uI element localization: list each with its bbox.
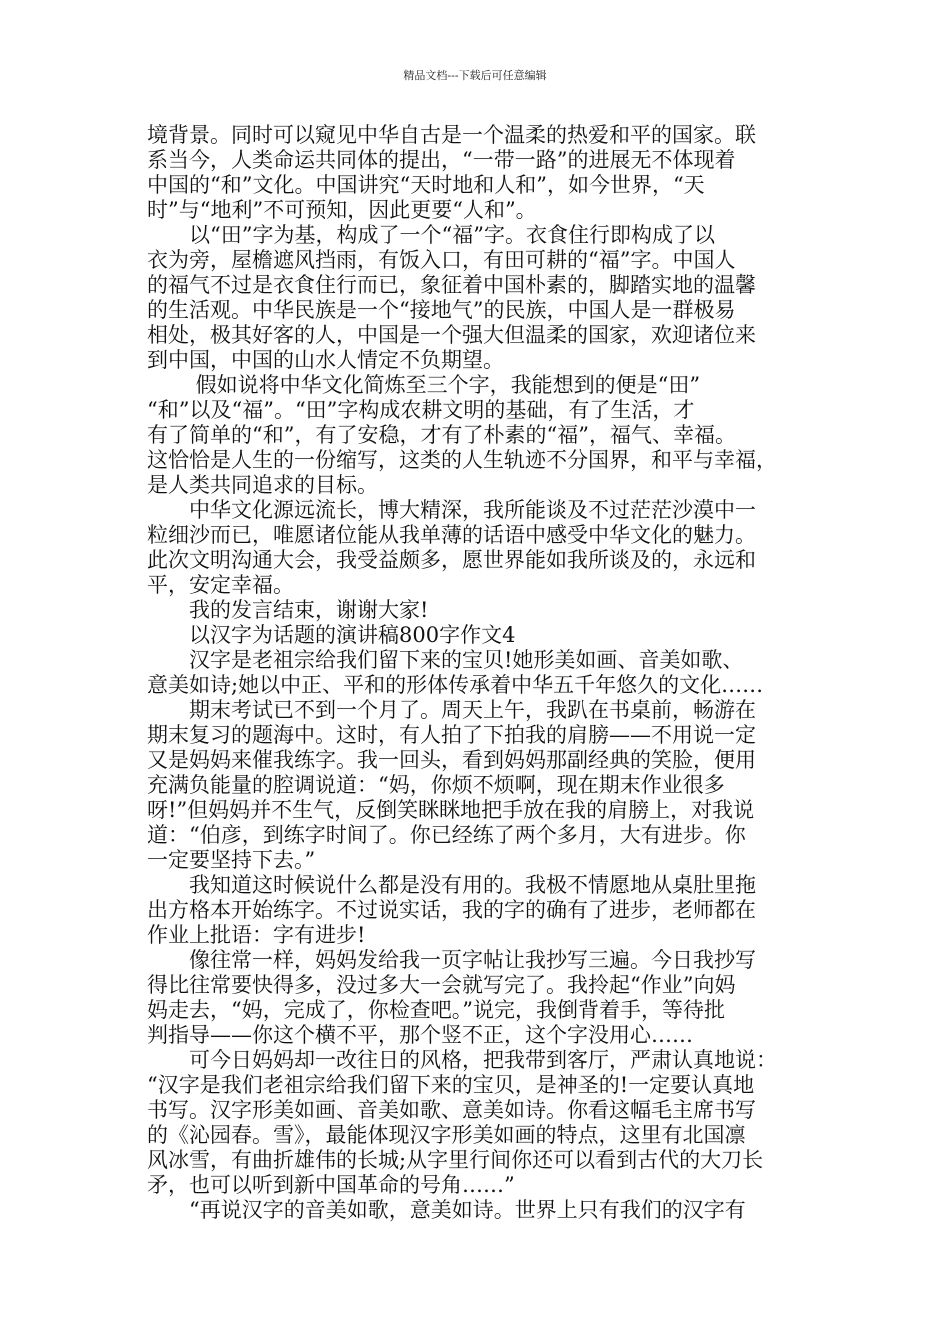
text-line: 道：“伯彦，到练字时间了。你已经练了两个多月，大有进步。你 (147, 823, 746, 847)
text-line: 的生活观。中华民族是一个“接地气”的民族，中国人是一群极易 (147, 298, 736, 322)
text-line: 意美如诗;她以中正、平和的形体传承着中华五千年悠久的文化…… (147, 673, 764, 697)
text-line: 得比往常要快得多，没过多大一会就写完了。我拎起“作业”向妈 (147, 973, 736, 997)
text-line: 充满负能量的腔调说道：“妈，你烦不烦啊，现在期末作业很多 (147, 773, 725, 797)
text-line: 呀!”但妈妈并不生气，反倒笑眯眯地把手放在我的肩膀上，对我说 (147, 798, 755, 822)
text-line: 到中国，中国的山水人情定不负期望。 (147, 348, 504, 372)
text-line: 以汉字为话题的演讲稿800字作文4 (147, 623, 516, 647)
text-line: 的福气不过是衣食住行而已，象征着中国朴素的，脚踏实地的温馨 (147, 273, 756, 297)
text-line: 作业上批语：字有进步! (147, 923, 366, 947)
text-line: 中国的“和”文化。中国讲究“天时地和人和”，如今世界，“天 (147, 173, 705, 197)
text-line: 时”与“地利”不可预知，因此更要“人和”。 (147, 198, 537, 222)
text-line: 我的发言结束，谢谢大家! (147, 598, 429, 622)
text-line: 是人类共同追求的目标。 (147, 473, 378, 497)
text-line: 矛，也可以听到新中国革命的号角……” (147, 1173, 515, 1197)
text-line: 判指导——你这个横不平，那个竖不正，这个字没用心…… (147, 1023, 693, 1047)
text-line: 像往常一样，妈妈发给我一页字帖让我抄写三遍。今日我抄写 (147, 948, 756, 972)
text-line: 衣为旁，屋檐遮风挡雨，有饭入口，有田可耕的“福”字。中国人 (147, 248, 736, 272)
text-line: 此次文明沟通大会，我受益颇多，愿世界能如我所谈及的，永远和 (147, 548, 756, 572)
text-line: 妈走去，“妈，完成了，你检查吧。”说完，我倒背着手，等待批 (147, 998, 725, 1022)
text-line: 中华文化源远流长，博大精深，我所能谈及不过茫茫沙漠中一 (147, 498, 756, 522)
text-line: 粒细沙而已，唯愿诸位能从我单薄的话语中感受中华文化的魅力。 (147, 523, 756, 547)
text-line: 的《沁园春。雪》，最能体现汉字形美如画的特点，这里有北国凛 (147, 1123, 746, 1147)
text-line: 平，安定幸福。 (147, 573, 294, 597)
text-line: 书写。汉字形美如画、音美如歌、意美如诗。你看这幅毛主席书写 (147, 1098, 756, 1122)
text-line: 汉字是老祖宗给我们留下来的宝贝!她形美如画、音美如歌、 (147, 648, 744, 672)
text-line: 我知道这时候说什么都是没有用的。我极不情愿地从桌肚里拖 (147, 873, 756, 897)
text-line: “和”以及“福”。“田”字构成农耕文明的基础，有了生活，才 (147, 398, 695, 422)
text-line: 期末复习的题海中。这时，有人拍了下拍我的肩膀——不用说一定 (147, 723, 756, 747)
text-line: 这恰恰是人生的一份缩写，这类的人生轨迹不分国界，和平与幸福， (147, 448, 777, 472)
text-line: 有了简单的“和”，有了安稳，才有了朴素的“福”，福气、幸福。 (147, 423, 736, 447)
text-line: 出方格本开始练字。不过说实话，我的字的确有了进步，老师都在 (147, 898, 756, 922)
text-line: 又是妈妈来催我练字。我一回头，看到妈妈那副经典的笑脸，便用 (147, 748, 756, 772)
text-line: 相处，极其好客的人，中国是一个强大但温柔的国家，欢迎诸位来 (147, 323, 756, 347)
document-body (147, 123, 807, 1223)
text-line: 以“田”字为基，构成了一个“福”字。衣食住行即构成了以 (147, 223, 715, 247)
page-header: 精品文档---下载后可任意编辑 (403, 69, 547, 82)
text-line: “再说汉字的音美如歌，意美如诗。世界上只有我们的汉字有 (147, 1198, 746, 1222)
text-line: 风冰雪，有曲折雄伟的长城;从字里行间你还可以看到古代的大刀长 (147, 1148, 764, 1172)
text-line: 一定要坚持下去。” (147, 848, 316, 872)
text-line: “汉字是我们老祖宗给我们留下来的宝贝，是神圣的!一定要认真地 (147, 1073, 755, 1097)
text-line: 系当今，人类命运共同体的提出，“一带一路”的进展无不体现着 (147, 148, 736, 172)
text-line: 期末考试已不到一个月了。周天上午，我趴在书桌前，畅游在 (147, 698, 756, 722)
text-line: 境背景。同时可以窥见中华自古是一个温柔的热爱和平的国家。联 (147, 123, 756, 147)
text-line: 假如说将中华文化简炼至三个字，我能想到的便是“田” (147, 373, 701, 397)
text-line: 可今日妈妈却一改往日的风格，把我带到客厅，严肃认真地说： (147, 1048, 777, 1072)
